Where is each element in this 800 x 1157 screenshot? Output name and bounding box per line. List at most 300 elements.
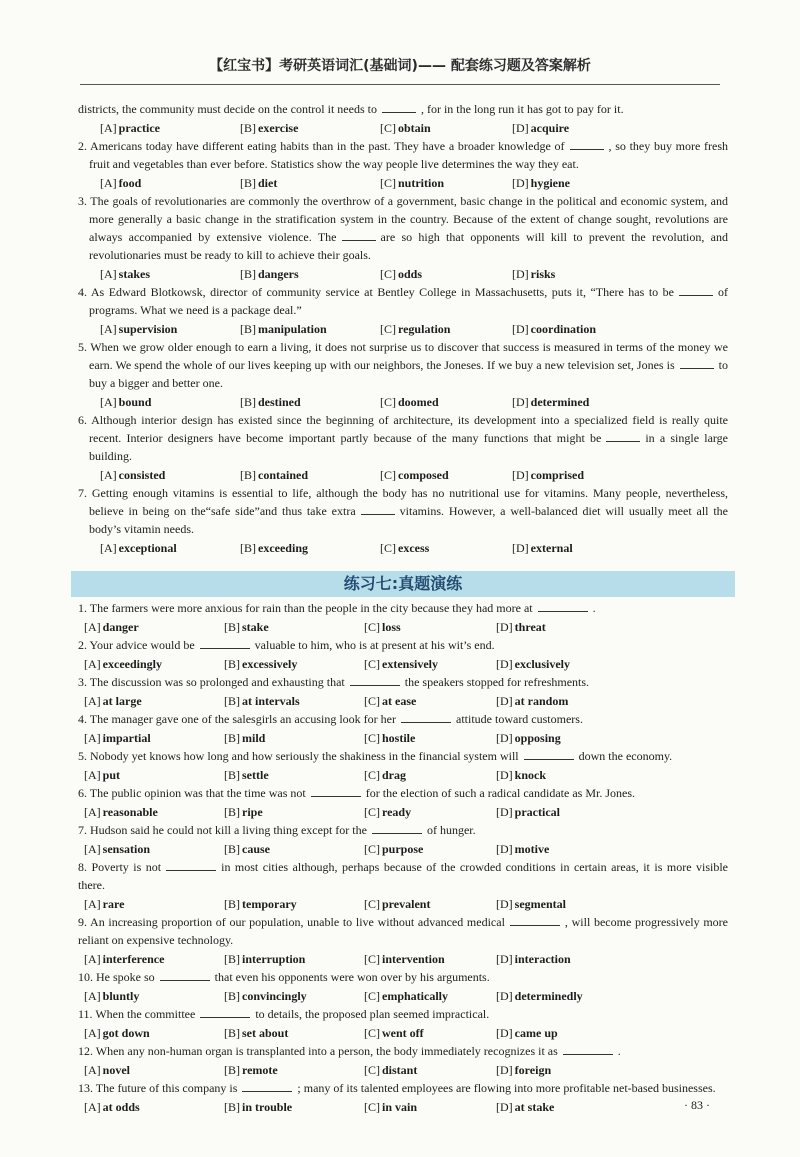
- option-letter: [C]: [380, 467, 396, 482]
- answer-option[interactable]: [364, 840, 496, 858]
- question-stem: 5. Nobody yet knows how long and how seriously the shakiness in the financial system will: [78, 749, 519, 763]
- option-word: got down: [102, 1025, 150, 1040]
- option-letter: [B]: [240, 394, 256, 409]
- question-stem: 9. An increasing proportion of our population, unable to live without advanced medical: [78, 915, 505, 929]
- section-exercise-6: [78, 100, 728, 557]
- option-letter: [B]: [224, 896, 240, 911]
- answer-option[interactable]: [100, 466, 240, 484]
- option-word: destined: [258, 394, 301, 409]
- option-letter: [C]: [364, 1025, 380, 1040]
- options-row: [78, 839, 728, 858]
- option-letter: [D]: [512, 120, 529, 135]
- option-word: interaction: [514, 951, 571, 966]
- option-word: exceeding: [258, 540, 308, 555]
- question-text: [78, 100, 728, 118]
- option-word: extensively: [382, 656, 438, 671]
- question-text: [78, 784, 728, 802]
- answer-option[interactable]: [512, 539, 652, 557]
- answer-blank[interactable]: [570, 137, 604, 150]
- option-word: prevalent: [382, 896, 431, 911]
- answer-option[interactable]: [364, 950, 496, 968]
- option-letter: [C]: [380, 540, 396, 555]
- answer-option[interactable]: [380, 119, 512, 137]
- answer-blank[interactable]: [524, 747, 574, 760]
- option-letter: [B]: [224, 1099, 240, 1114]
- option-word: at ease: [382, 693, 417, 708]
- option-letter: [B]: [240, 321, 256, 336]
- answer-option[interactable]: [496, 729, 636, 747]
- option-letter: [D]: [496, 1025, 513, 1040]
- answer-option[interactable]: [100, 119, 240, 137]
- question-stem-end: .: [617, 1044, 621, 1058]
- option-letter: [D]: [512, 175, 529, 190]
- option-letter: [A]: [100, 120, 117, 135]
- question-stem-end: of hunger.: [426, 823, 476, 837]
- answer-blank[interactable]: [372, 821, 422, 834]
- option-word: excess: [398, 540, 430, 555]
- question-text: [78, 1005, 728, 1023]
- option-letter: [C]: [364, 730, 380, 745]
- option-letter: [A]: [100, 321, 117, 336]
- answer-blank[interactable]: [361, 502, 395, 515]
- option-word: mild: [242, 730, 266, 745]
- question-stem-end: in a single large building.: [89, 431, 729, 463]
- option-word: at stake: [514, 1099, 555, 1114]
- option-letter: [A]: [84, 841, 101, 856]
- answer-option[interactable]: [364, 803, 496, 821]
- options-row: [78, 894, 728, 913]
- question-stem-end: that even his opponents were won over by his arguments.: [214, 970, 490, 984]
- option-word: ready: [382, 804, 412, 819]
- option-word: drag: [382, 767, 406, 782]
- option-word: manipulation: [258, 321, 327, 336]
- option-word: excessively: [242, 656, 298, 671]
- options-row: [78, 765, 728, 784]
- option-letter: [D]: [496, 656, 513, 671]
- answer-option[interactable]: [496, 692, 636, 710]
- question-stem-end: of programs. What we need is a package deal.”: [89, 285, 728, 317]
- answer-option[interactable]: [100, 393, 240, 411]
- question-text: [78, 599, 728, 617]
- answer-option[interactable]: [224, 895, 364, 913]
- option-letter: [A]: [100, 540, 117, 555]
- answer-option[interactable]: [364, 766, 496, 784]
- page-number: · 83 ·: [684, 1098, 710, 1112]
- option-letter: [C]: [364, 656, 380, 671]
- answer-option[interactable]: [224, 1061, 364, 1079]
- option-letter: [B]: [224, 619, 240, 634]
- option-letter: [D]: [496, 767, 513, 782]
- option-word: bluntly: [102, 988, 140, 1003]
- answer-option[interactable]: [496, 618, 636, 636]
- question-stem-end: , for in the long run it has got to pay for it.: [420, 102, 624, 116]
- option-word: in trouble: [242, 1099, 293, 1114]
- answer-option[interactable]: [100, 174, 240, 192]
- answer-option[interactable]: [100, 320, 240, 338]
- page-header: 【红宝书】考研英语词汇(基础词)—— 配套练习题及答案解析: [209, 58, 591, 74]
- option-word: remote: [242, 1062, 278, 1077]
- answer-option[interactable]: [84, 692, 224, 710]
- options-row: [78, 691, 728, 710]
- question-stem: 3. The goals of revolutionaries are commonly the overthrow of a government, basic change in the political and economic system, and more generally a basic change in the stratification system in the country. Because of the extent of change sought, revolutions are always accompanied by extensive violence. The: [78, 194, 728, 244]
- option-word: dangers: [258, 266, 299, 281]
- answer-option[interactable]: [84, 1024, 224, 1042]
- question-stem-end: , so they buy more fresh fruit and vegetables than ever before. Statistics show the way people live determines the way they eat.: [89, 139, 728, 171]
- answer-blank[interactable]: [350, 673, 400, 686]
- question-stem-end: ; many of its talented employees are flowing into more profitable net-based businesses.: [297, 1081, 716, 1095]
- option-letter: [A]: [84, 693, 101, 708]
- question-stem-end: to details, the proposed plan seemed impractical.: [255, 1007, 490, 1021]
- option-word: knock: [514, 767, 547, 782]
- answer-blank[interactable]: [160, 968, 210, 981]
- options-row: [78, 802, 728, 821]
- answer-option[interactable]: [364, 729, 496, 747]
- option-word: food: [118, 175, 142, 190]
- answer-option[interactable]: [84, 1098, 224, 1116]
- option-letter: [A]: [84, 988, 101, 1003]
- option-letter: [B]: [224, 988, 240, 1003]
- option-letter: [C]: [380, 321, 396, 336]
- answer-option[interactable]: [224, 729, 364, 747]
- option-letter: [B]: [224, 767, 240, 782]
- option-word: settle: [242, 767, 269, 782]
- answer-option[interactable]: [512, 466, 652, 484]
- answer-option[interactable]: [364, 692, 496, 710]
- option-word: came up: [514, 1025, 558, 1040]
- question-stem: 8. Poverty is not: [78, 860, 162, 874]
- answer-option[interactable]: [380, 466, 512, 484]
- option-word: acquire: [530, 120, 570, 135]
- question-stem-end: , will become progressively more reliant on expensive technology.: [78, 915, 728, 947]
- answer-blank[interactable]: [510, 913, 560, 926]
- question-stem: 11. When the committee: [78, 1007, 196, 1021]
- option-letter: [C]: [364, 988, 380, 1003]
- option-letter: [A]: [84, 951, 101, 966]
- answer-option[interactable]: [496, 1024, 636, 1042]
- question-text: [78, 192, 728, 264]
- answer-blank[interactable]: [342, 228, 376, 241]
- answer-option[interactable]: [224, 987, 364, 1005]
- option-letter: [D]: [496, 896, 513, 911]
- option-letter: [A]: [84, 730, 101, 745]
- answer-blank[interactable]: [311, 784, 361, 797]
- option-letter: [A]: [84, 656, 101, 671]
- question-stem: 3. The discussion was so prolonged and exhausting that: [78, 675, 345, 689]
- option-letter: [D]: [512, 321, 529, 336]
- question-stem-end: down the economy.: [578, 749, 673, 763]
- option-letter: [B]: [224, 951, 240, 966]
- option-word: purpose: [382, 841, 424, 856]
- option-word: loss: [382, 619, 401, 634]
- answer-option[interactable]: [364, 1024, 496, 1042]
- answer-option[interactable]: [512, 119, 652, 137]
- answer-option[interactable]: [240, 320, 380, 338]
- question-stem-end: for the election of such a radical candidate as Mr. Jones.: [365, 786, 635, 800]
- option-letter: [D]: [512, 394, 529, 409]
- options-row: [78, 319, 728, 338]
- option-letter: [B]: [240, 540, 256, 555]
- answer-option[interactable]: [84, 1061, 224, 1079]
- option-word: composed: [398, 467, 449, 482]
- answer-option[interactable]: [512, 174, 652, 192]
- option-letter: [A]: [100, 266, 117, 281]
- answer-option[interactable]: [364, 895, 496, 913]
- answer-blank[interactable]: [679, 283, 713, 296]
- option-letter: [C]: [380, 394, 396, 409]
- answer-option[interactable]: [84, 987, 224, 1005]
- option-word: rare: [102, 896, 125, 911]
- question-text: [78, 1079, 728, 1097]
- option-letter: [B]: [224, 730, 240, 745]
- option-letter: [C]: [380, 175, 396, 190]
- answer-option[interactable]: [224, 1098, 364, 1116]
- question-stem: 2. Americans today have different eating habits than in the past. They have a broader knowledge of: [78, 139, 565, 153]
- question-text: [78, 968, 728, 986]
- answer-blank[interactable]: [563, 1042, 613, 1055]
- option-word: put: [102, 767, 121, 782]
- question-text: [78, 673, 728, 691]
- question-stem-end: in most cities although, perhaps because of the crowded conditions in certain areas, it is more visible there.: [78, 860, 728, 892]
- answer-option[interactable]: [512, 265, 652, 283]
- option-word: hygiene: [530, 175, 571, 190]
- options-row: [78, 118, 728, 137]
- option-letter: [D]: [512, 467, 529, 482]
- option-word: external: [530, 540, 573, 555]
- option-word: risks: [530, 266, 556, 281]
- answer-option[interactable]: [224, 618, 364, 636]
- answer-option[interactable]: [100, 265, 240, 283]
- option-word: distant: [382, 1062, 418, 1077]
- question-stem-end: attitude toward customers.: [456, 712, 583, 726]
- option-letter: [C]: [364, 1099, 380, 1114]
- option-letter: [A]: [84, 804, 101, 819]
- option-word: stake: [242, 619, 269, 634]
- option-letter: [B]: [224, 693, 240, 708]
- option-word: threat: [514, 619, 546, 634]
- option-letter: [A]: [100, 467, 117, 482]
- answer-option[interactable]: [84, 840, 224, 858]
- option-letter: [B]: [240, 175, 256, 190]
- option-letter: [B]: [240, 266, 256, 281]
- answer-option[interactable]: [240, 119, 380, 137]
- option-word: practical: [514, 804, 560, 819]
- answer-option[interactable]: [84, 895, 224, 913]
- answer-option[interactable]: [364, 987, 496, 1005]
- section-exercise-7: [78, 599, 728, 1116]
- option-word: supervision: [118, 321, 178, 336]
- option-word: regulation: [398, 321, 451, 336]
- answer-option[interactable]: [364, 1098, 496, 1116]
- question-text: [78, 747, 728, 765]
- answer-option[interactable]: [496, 987, 636, 1005]
- question-text: [78, 137, 728, 173]
- option-letter: [D]: [496, 804, 513, 819]
- option-letter: [C]: [364, 619, 380, 634]
- answer-option[interactable]: [224, 766, 364, 784]
- option-word: contained: [258, 467, 309, 482]
- option-word: interference: [102, 951, 165, 966]
- option-word: ripe: [242, 804, 263, 819]
- option-letter: [D]: [512, 266, 529, 281]
- answer-option[interactable]: [240, 265, 380, 283]
- option-word: exercise: [258, 120, 299, 135]
- question-stem: 12. When any non-human organ is transplanted into a person, the body immediately recognizes it as: [78, 1044, 558, 1058]
- option-word: consisted: [118, 467, 166, 482]
- answer-option[interactable]: [240, 466, 380, 484]
- answer-option[interactable]: [364, 1061, 496, 1079]
- answer-option[interactable]: [496, 840, 636, 858]
- option-letter: [D]: [496, 988, 513, 1003]
- option-letter: [C]: [364, 804, 380, 819]
- answer-blank[interactable]: [606, 429, 640, 442]
- option-word: opposing: [514, 730, 561, 745]
- option-letter: [C]: [364, 896, 380, 911]
- option-word: intervention: [382, 951, 445, 966]
- option-word: stakes: [118, 266, 151, 281]
- answer-blank[interactable]: [200, 636, 250, 649]
- answer-option[interactable]: [496, 803, 636, 821]
- answer-option[interactable]: [224, 655, 364, 673]
- option-word: determined: [530, 394, 590, 409]
- option-letter: [D]: [512, 540, 529, 555]
- option-letter: [A]: [84, 1099, 101, 1114]
- answer-blank[interactable]: [242, 1079, 292, 1092]
- answer-option[interactable]: [84, 618, 224, 636]
- answer-option[interactable]: [496, 950, 636, 968]
- question-text: [78, 913, 728, 949]
- option-letter: [A]: [100, 394, 117, 409]
- header-divider: [80, 84, 720, 85]
- options-row: [78, 392, 728, 411]
- option-word: danger: [102, 619, 139, 634]
- answer-option[interactable]: [84, 655, 224, 673]
- option-letter: [A]: [84, 1025, 101, 1040]
- answer-option[interactable]: [512, 393, 652, 411]
- answer-option[interactable]: [240, 393, 380, 411]
- option-letter: [C]: [364, 841, 380, 856]
- question-text: [78, 710, 728, 728]
- option-letter: [A]: [84, 767, 101, 782]
- option-word: motive: [514, 841, 550, 856]
- question-stem: 5. When we grow older enough to earn a living, it does not surprise us to discover that success is measured in terms of the money we earn. We spend the whole of our lives keeping up with our neighbors, the Joneses. If we buy a new television set, Jones is: [78, 340, 728, 372]
- answer-option[interactable]: [380, 539, 512, 557]
- answer-option[interactable]: [224, 950, 364, 968]
- answer-option[interactable]: [240, 539, 380, 557]
- answer-blank[interactable]: [166, 858, 216, 871]
- answer-option[interactable]: [364, 655, 496, 673]
- answer-blank[interactable]: [538, 599, 588, 612]
- option-letter: [C]: [364, 693, 380, 708]
- answer-blank[interactable]: [200, 1005, 250, 1018]
- option-letter: [C]: [380, 266, 396, 281]
- options-row: [78, 264, 728, 283]
- question-text: [78, 338, 728, 392]
- answer-option[interactable]: [380, 174, 512, 192]
- option-letter: [B]: [224, 1062, 240, 1077]
- option-word: set about: [242, 1025, 289, 1040]
- answer-option[interactable]: [224, 692, 364, 710]
- option-word: bound: [118, 394, 152, 409]
- answer-option[interactable]: [84, 766, 224, 784]
- option-word: reasonable: [102, 804, 158, 819]
- option-letter: [C]: [364, 767, 380, 782]
- option-word: went off: [382, 1025, 424, 1040]
- option-word: at intervals: [242, 693, 300, 708]
- option-word: at odds: [102, 1099, 140, 1114]
- option-letter: [A]: [84, 619, 101, 634]
- answer-option[interactable]: [512, 320, 652, 338]
- answer-option[interactable]: [84, 950, 224, 968]
- question-text: [78, 821, 728, 839]
- answer-option[interactable]: [380, 265, 512, 283]
- options-row: [78, 1023, 728, 1042]
- answer-option[interactable]: [364, 618, 496, 636]
- options-row: [78, 728, 728, 747]
- option-word: doomed: [398, 394, 439, 409]
- option-word: at random: [514, 693, 569, 708]
- options-row: [78, 1060, 728, 1079]
- answer-option[interactable]: [84, 729, 224, 747]
- option-letter: [C]: [364, 951, 380, 966]
- options-row: [78, 538, 728, 557]
- answer-option[interactable]: [496, 1098, 636, 1116]
- question-stem-end: .: [592, 601, 596, 615]
- option-word: exceedingly: [102, 656, 162, 671]
- option-word: determinedly: [514, 988, 583, 1003]
- answer-option[interactable]: [224, 840, 364, 858]
- question-stem-end: are so high that opponents will kill to prevent the revolution, and revolutionaries must be ready to kill to achieve their goals.: [89, 230, 728, 262]
- answer-option[interactable]: [496, 895, 636, 913]
- options-row: [78, 1097, 728, 1116]
- question-stem: 13. The future of this company is: [78, 1081, 238, 1095]
- answer-option[interactable]: [496, 1061, 636, 1079]
- answer-blank[interactable]: [401, 710, 451, 723]
- option-word: segmental: [514, 896, 566, 911]
- answer-option[interactable]: [496, 766, 636, 784]
- option-letter: [A]: [84, 1062, 101, 1077]
- option-letter: [B]: [224, 1025, 240, 1040]
- option-word: cause: [242, 841, 270, 856]
- answer-blank[interactable]: [680, 356, 714, 369]
- answer-option[interactable]: [224, 1024, 364, 1042]
- option-word: emphatically: [382, 988, 448, 1003]
- answer-blank[interactable]: [382, 100, 416, 113]
- option-word: in vain: [382, 1099, 418, 1114]
- answer-option[interactable]: [380, 320, 512, 338]
- question-stem-end: valuable to him, who is at present at his wit’s end.: [254, 638, 495, 652]
- answer-option[interactable]: [240, 174, 380, 192]
- answer-option[interactable]: [100, 539, 240, 557]
- option-word: at large: [102, 693, 142, 708]
- question-stem: 4. As Edward Blotkowsk, director of community service at Bentley College in Massachusetts, puts it, “There has to be: [78, 285, 674, 299]
- option-letter: [B]: [240, 467, 256, 482]
- question-stem-end: to buy a bigger and better one.: [89, 358, 728, 390]
- answer-option[interactable]: [496, 655, 636, 673]
- question-text: [78, 411, 728, 465]
- options-row: [78, 173, 728, 192]
- option-word: odds: [398, 266, 423, 281]
- question-stem: districts, the community must decide on the control it needs to: [78, 102, 377, 116]
- answer-option[interactable]: [224, 803, 364, 821]
- option-word: diet: [258, 175, 278, 190]
- option-word: hostile: [382, 730, 416, 745]
- answer-option[interactable]: [380, 393, 512, 411]
- answer-option[interactable]: [84, 803, 224, 821]
- option-letter: [B]: [224, 804, 240, 819]
- option-word: exclusively: [514, 656, 570, 671]
- options-row: [78, 654, 728, 673]
- option-letter: [D]: [496, 693, 513, 708]
